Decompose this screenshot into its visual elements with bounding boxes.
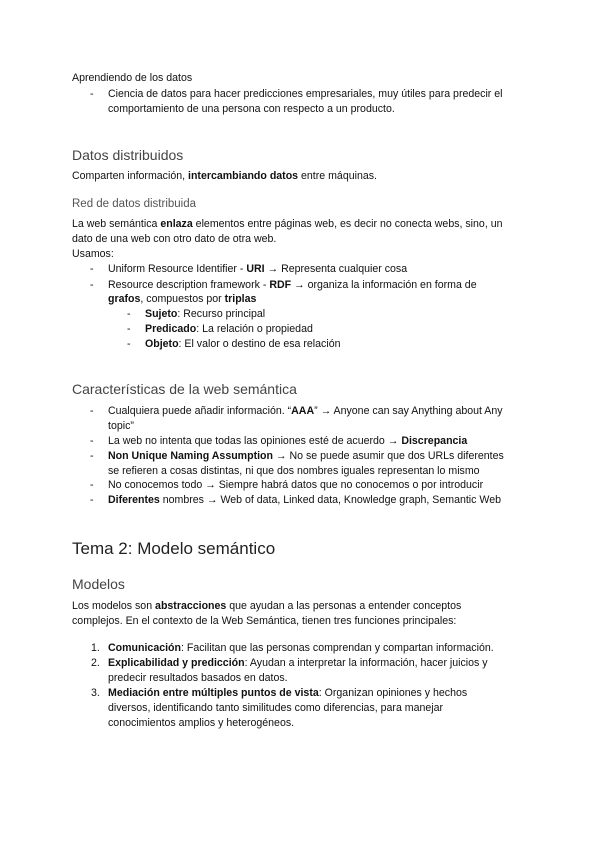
usamos-label: Usamos: xyxy=(72,248,114,260)
heading-tema-2: Tema 2: Modelo semántico xyxy=(72,539,276,558)
list-number: 3. xyxy=(91,687,100,699)
uri-bullet: Uniform Resource Identifier - URI → Representa cualquier cosa xyxy=(108,263,408,275)
modelos-paragraph-line-1: Los modelos son abstracciones que ayudan a las personas a entender conceptos xyxy=(72,600,462,612)
modelos-paragraph-line-2: complejos. En el contexto de la Web Semántica, tienen tres funciones principales: xyxy=(72,615,457,627)
funcion-comunicacion: Comunicación: Facilitan que las personas comprendan y compartan información. xyxy=(108,642,494,654)
caracteristica-diferentes: Diferentes nombres → Web of data, Linked data, Knowledge graph, Semantic Web xyxy=(108,494,501,506)
bullet-dash: - xyxy=(127,323,131,335)
caracteristica-aaa-line-1: Cualquiera puede añadir información. “AAA” → Anyone can say Anything about Any xyxy=(108,405,503,417)
caracteristica-nuna-line-1: Non Unique Naming Assumption → No se puede asumir que dos URLs diferentes xyxy=(108,450,504,462)
heading-modelos: Modelos xyxy=(72,576,125,592)
funcion-mediacion-line-3: conocimientos amplios y heterogéneos. xyxy=(108,717,295,729)
bullet-dash: - xyxy=(90,494,94,506)
bullet-dash: - xyxy=(127,308,131,320)
funcion-mediacion-line-2: diversos, identificando tanto similitudes como diferencias, para manejar xyxy=(108,702,444,714)
list-number: 2. xyxy=(91,657,100,669)
sub-item-predicado: Predicado: La relación o propiedad xyxy=(145,323,313,335)
bullet-dash: - xyxy=(90,435,94,447)
list-number: 1. xyxy=(91,642,100,654)
bullet-dash: - xyxy=(127,338,131,350)
sub-item-objeto: Objeto: El valor o destino de esa relación xyxy=(145,338,341,350)
intro-bullet-line-1: Ciencia de datos para hacer predicciones empresariales, muy útiles para predecir el xyxy=(108,88,503,100)
intro-line: Aprendiendo de los datos xyxy=(72,72,193,84)
caracteristica-aaa-line-2: topic” xyxy=(108,420,134,432)
sub-item-sujeto: Sujeto: Recurso principal xyxy=(145,308,266,320)
red-paragraph-line-1: La web semántica enlaza elementos entre páginas web, es decir no conecta webs, sino, un xyxy=(72,218,503,230)
bullet-dash: - xyxy=(90,405,94,417)
caracteristica-nuna-line-2: se refieren a cosas distintas, ni que dos nombres iguales representan lo mismo xyxy=(108,465,480,477)
caracteristica-discrepancia: La web no intenta que todas las opiniones esté de acuerdo → Discrepancia xyxy=(108,435,468,447)
funcion-mediacion-line-1: Mediación entre múltiples puntos de vista: Organizan opiniones y hechos xyxy=(108,687,468,699)
datos-distribuidos-paragraph: Comparten información, intercambiando datos entre máquinas. xyxy=(72,170,377,182)
heading-caracteristicas: Características de la web semántica xyxy=(72,381,297,397)
red-paragraph-line-2: dato de una web con otro dato de otra web. xyxy=(72,233,277,245)
bullet-dash: - xyxy=(90,479,94,491)
bullet-dash: - xyxy=(90,450,94,462)
bullet-dash: - xyxy=(90,279,94,291)
funcion-explicabilidad-line-2: predecir resultados basados en datos. xyxy=(108,672,288,684)
caracteristica-no-conocemos: No conocemos todo → Siempre habrá datos que no conocemos o por introducir xyxy=(108,479,484,491)
funcion-explicabilidad-line-1: Explicabilidad y predicción: Ayudan a interpretar la información, hacer juicios y xyxy=(108,657,488,669)
rdf-bullet-line-1: Resource description framework - RDF → organiza la información en forma de xyxy=(108,279,477,291)
bullet-dash: - xyxy=(90,88,94,100)
intro-bullet-line-2: comportamiento de una persona con respecto a un producto. xyxy=(108,103,395,115)
rdf-bullet-line-2: grafos, compuestos por triplas xyxy=(108,293,257,305)
heading-datos-distribuidos: Datos distribuidos xyxy=(72,147,184,163)
heading-red-datos: Red de datos distribuida xyxy=(72,198,197,210)
bullet-dash: - xyxy=(90,263,94,275)
